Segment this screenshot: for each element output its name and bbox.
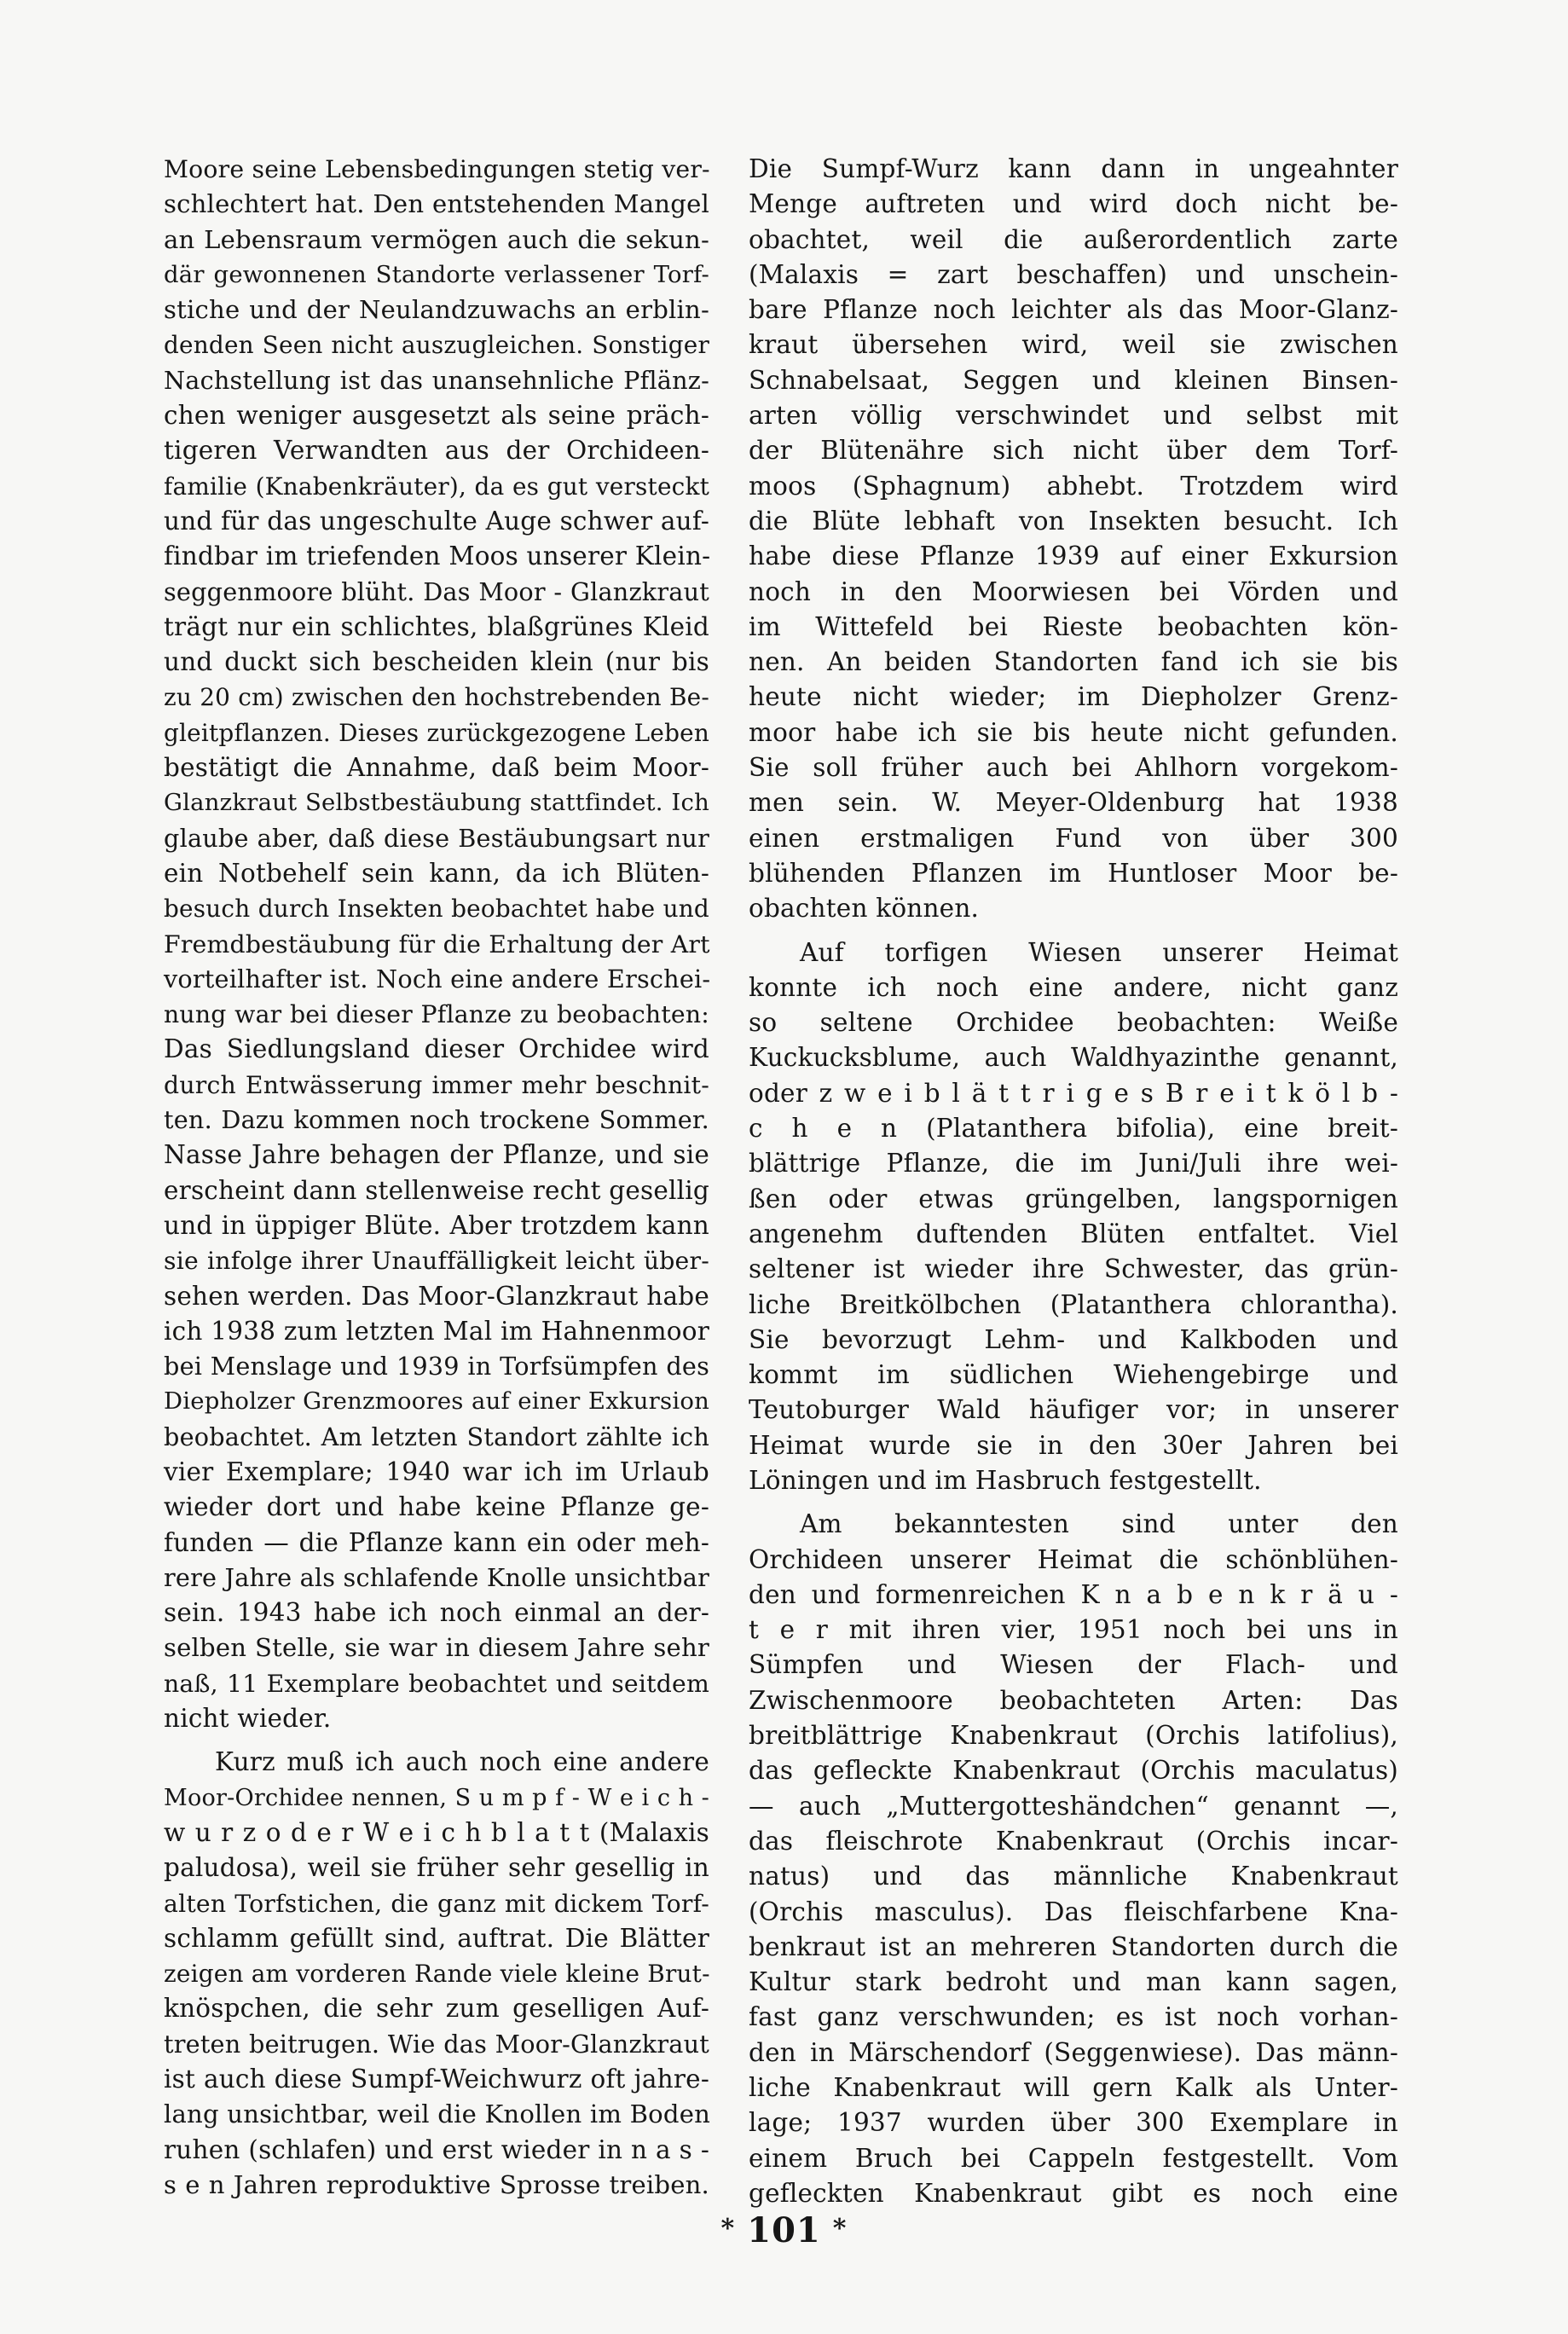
text-line: rere Jahre als schlafende Knolle unsichtbar [164,1562,709,1592]
text-line: Heimat wurde sie in den 30er Jahren bei [749,1430,1398,1460]
text-line: seltener ist wieder ihre Schwester, das grün- [749,1254,1398,1284]
text-line: ein Notbehelf sein kann, da ich Blüten- [164,858,709,888]
text-line: sein. 1943 habe ich noch einmal an der- [164,1598,709,1628]
text-line: naß, 11 Exemplare beobachtet und seitdem [164,1669,709,1698]
text-line: wieder dort und habe keine Pflanze ge- [164,1492,709,1522]
text-line: arten völlig verschwindet und selbst mit [749,401,1398,431]
text-line: tigeren Verwandten aus der Orchideen- [164,436,709,466]
text-line: nung war bei dieser Pflanze zu beobachten: [164,1000,709,1029]
text-line: ich 1938 zum letzten Mal im Hahnenmoor [164,1316,709,1346]
text-line: und für das ungeschulte Auge schwer auf- [164,506,710,536]
text-line: heute nicht wieder; im Diepholzer Grenz- [749,682,1398,712]
text-line: familie (Knabenkräuter), da es gut versteckt [164,472,709,501]
text-line: ist auch diese Sumpf-Weichwurz oft jahre- [164,2065,709,2094]
text-line: sie infolge ihrer Unauffälligkeit leicht über- [164,1247,709,1276]
text-line: w u r z o d e r W e i c h b l a t t (Malaxis [164,1817,709,1847]
page-number-footer [0,2210,1568,2250]
text-line: konnte ich noch eine andere, nicht ganz [749,972,1398,1002]
text-line: Auf torfigen Wiesen unserer Heimat [800,937,1398,967]
text-line: vorteilhafter ist. Noch eine andere Erschei- [164,964,711,993]
text-line: selben Stelle, sie war in diesem Jahre sehr [164,1633,709,1663]
text-line: Zwischenmoore beobachteten Arten: Das [749,1685,1398,1715]
text-line: breitblättrige Knabenkraut (Orchis latifolius), [749,1721,1398,1751]
text-line: so seltene Orchidee beobachten: Weiße [749,1008,1398,1038]
right-text-column [749,152,1398,2211]
text-line: schlechtert hat. Den entstehenden Mangel [164,189,709,219]
text-line: obachten können. [749,894,980,924]
text-line: zu 20 cm) zwischen den hochstrebenden Be- [164,683,709,712]
text-line: bare Pflanze noch leichter als das Moor-Glanz- [749,295,1398,325]
text-line: und in üppiger Blüte. Aber trotzdem kann [164,1210,709,1240]
text-line: nen. An beiden Standorten fand ich sie bis [749,647,1398,677]
text-line: alten Torfstichen, die ganz mit dickem Torf- [164,1889,709,1918]
text-line: Moore seine Lebensbedingungen stetig ver- [164,155,710,183]
text-line: beobachtet. Am letzten Standort zählte ich [164,1422,709,1451]
text-line: gleitpflanzen. Dieses zurückgezogene Leben [164,718,709,747]
text-line: vier Exemplare; 1940 war ich im Urlaub [164,1457,709,1486]
text-line: schlamm gefüllt sind, auftrat. Die Blätter [164,1923,709,1953]
text-line: den in Märschendorf (Seggenwiese). Das männ- [749,2037,1398,2067]
text-line: ten. Dazu kommen noch trockene Sommer. [164,1105,709,1135]
text-line: Glanzkraut Selbstbestäubung stattfindet. Ich [164,789,709,817]
text-line: moor habe ich sie bis heute nicht gefunden. [749,717,1398,747]
page-number: 101 [747,2210,821,2250]
text-line: natus) und das männliche Knabenkraut [749,1862,1398,1891]
text-line: Kultur stark bedroht und man kann sagen, [749,1967,1398,1997]
text-line: obachtet, weil die außerordentlich zarte [749,224,1398,254]
text-line: der Blütenähre sich nicht über dem Torf- [749,436,1398,466]
text-line: den und formenreichen K n a b e n k r ä u - [749,1579,1398,1609]
text-line: Nasse Jahre behagen der Pflanze, und sie [164,1140,709,1170]
text-line: blühenden Pflanzen im Huntloser Moor be- [749,858,1398,888]
text-line: lage; 1937 wurden über 300 Exemplare in [749,2108,1398,2138]
text-line: kraut übersehen wird, weil sie zwischen [749,330,1398,360]
text-line: bei Menslage und 1939 in Torfsümpfen des [164,1352,709,1381]
text-line: erscheint dann stellenweise recht gesellig [164,1175,709,1205]
text-line: Sümpfen und Wiesen der Flach- und [749,1650,1398,1680]
text-line: Kurz muß ich auch noch eine andere [215,1747,709,1777]
text-line: und duckt sich bescheiden klein (nur bis [164,647,709,677]
text-line: sehen werden. Das Moor-Glanzkraut habe [164,1281,709,1311]
text-line: fast ganz verschwunden; es ist noch vorhan- [749,2002,1398,2032]
text-line: habe diese Pflanze 1939 auf einer Exkursion [749,542,1398,571]
text-line: denden Seen nicht auszugleichen. Sonstiger [164,331,709,360]
text-line: (Orchis masculus). Das fleischfarbene Kna- [749,1897,1398,1926]
text-line: Die Sumpf-Wurz kann dann in ungeahnter [749,154,1398,183]
text-line: chen weniger ausgesetzt als seine präch- [164,401,709,431]
text-line: blättrige Pflanze, die im Juni/Juli ihre wei- [749,1149,1398,1179]
text-line: lang unsichtbar, weil die Knollen im Boden [164,2099,711,2129]
text-line: noch in den Moorwiesen bei Vörden und [749,576,1398,606]
text-line: besuch durch Insekten beobachtet habe und [164,895,709,924]
text-line: Diepholzer Grenzmoores auf einer Exkursion [164,1387,709,1416]
text-line: kommt im südlichen Wiehengebirge und [749,1360,1398,1390]
text-line: Schnabelsaat, Seggen und kleinen Binsen- [749,365,1398,395]
text-line: Menge auftreten und wird doch nicht be- [749,189,1398,219]
text-line: einem Bruch bei Cappeln festgestellt. Vom [749,2143,1398,2173]
text-line: das gefleckte Knabenkraut (Orchis maculatus) [749,1756,1398,1786]
text-line: gefleckten Knabenkraut gibt es noch eine [749,2178,1398,2208]
text-line: — auch „Muttergotteshändchen“ genannt —, [749,1791,1398,1821]
text-line: men sein. W. Meyer-Oldenburg hat 1938 [749,788,1398,818]
text-line: im Wittefeld bei Rieste beobachten kön- [749,611,1398,641]
text-line: glaube aber, daß diese Bestäubungsart nur [164,823,709,853]
text-line: t e r mit ihren vier, 1951 noch bei uns in [749,1615,1398,1645]
asterisk-ornament-icon: * [720,2214,736,2244]
text-line: Sie soll früher auch bei Ahlhorn vorgekom- [749,753,1398,783]
text-line: Nachstellung ist das unansehnliche Pflänz- [164,365,709,395]
text-line: c h e n (Platanthera bifolia), eine breit- [749,1114,1398,1144]
text-line: treten beitrugen. Wie das Moor-Glanzkraut [164,2029,709,2059]
text-line: Sie bevorzugt Lehm- und Kalkboden und [749,1324,1398,1354]
text-line: Fremdbestäubung für die Erhaltung der Art [164,930,710,959]
text-line: trägt nur ein schlichtes, blaßgrünes Kleid [164,611,709,641]
text-line: Orchideen unserer Heimat die schönblühen- [749,1544,1398,1574]
text-line: knöspchen, die sehr zum geselligen Auf- [164,1994,709,2024]
text-line: moos (Sphagnum) abhebt. Trotzdem wird [749,471,1398,501]
text-line: Das Siedlungsland dieser Orchidee wird [164,1034,709,1064]
text-line: ruhen (schlafen) und erst wieder in n a s - [164,2134,709,2164]
text-line: Löningen und im Hasbruch festgestellt. [749,1465,1262,1495]
text-line: bestätigt die Annahme, daß beim Moor- [164,753,709,783]
text-line: durch Entwässerung immer mehr beschnit- [164,1070,709,1099]
text-line: liche Knabenkraut will gern Kalk als Unter- [749,2073,1398,2103]
text-line: ßen oder etwas grüngelben, langspornigen [749,1184,1398,1213]
text-line: Kuckucksblume, auch Waldhyazinthe genannt, [749,1043,1398,1073]
text-line: findbar im triefenden Moos unserer Klein- [164,542,711,571]
text-line: oder z w e i b l ä t t r i g e s B r e i t k ö l b - [749,1078,1398,1108]
text-line: liche Breitkölbchen (Platanthera chlorantha). [749,1289,1398,1319]
text-line: paludosa), weil sie früher sehr gesellig in [164,1853,709,1883]
text-line: s e n Jahren reproduktive Sprosse treiben. [164,2169,709,2199]
text-line: (Malaxis = zart beschaffen) und unschein- [749,259,1398,289]
text-line: einen erstmaligen Fund von über 300 [749,823,1398,853]
asterisk-ornament-icon: * [832,2214,848,2244]
text-line: an Lebensraum vermögen auch die sekun- [164,224,709,254]
text-line: die Blüte lebhaft von Insekten besucht. Ich [749,506,1398,536]
text-line: där gewonnenen Standorte verlassener Torf- [164,260,709,288]
text-line: stiche und der Neulandzuwachs an erblin- [164,295,709,325]
left-text-column [164,152,709,2203]
text-line: funden — die Pflanze kann ein oder meh- [164,1527,709,1557]
text-line: Teutoburger Wald häufiger vor; in unserer [749,1395,1398,1425]
text-line: benkraut ist an mehreren Standorten durch die [749,1931,1398,1961]
text-line: das fleischrote Knabenkraut (Orchis incar- [749,1826,1398,1856]
text-line: nicht wieder. [164,1704,332,1734]
text-line: Am bekanntesten sind unter den [800,1509,1398,1539]
text-line: angenehm duftenden Blüten entfaltet. Viel [749,1219,1398,1248]
text-line: seggenmoore blüht. Das Moor - Glanzkraut [164,576,709,606]
text-line: zeigen am vorderen Rande viele kleine Brut- [164,1960,710,1989]
text-line: Moor-Orchidee nennen, S u m p f - W e i c h - [164,1784,709,1811]
